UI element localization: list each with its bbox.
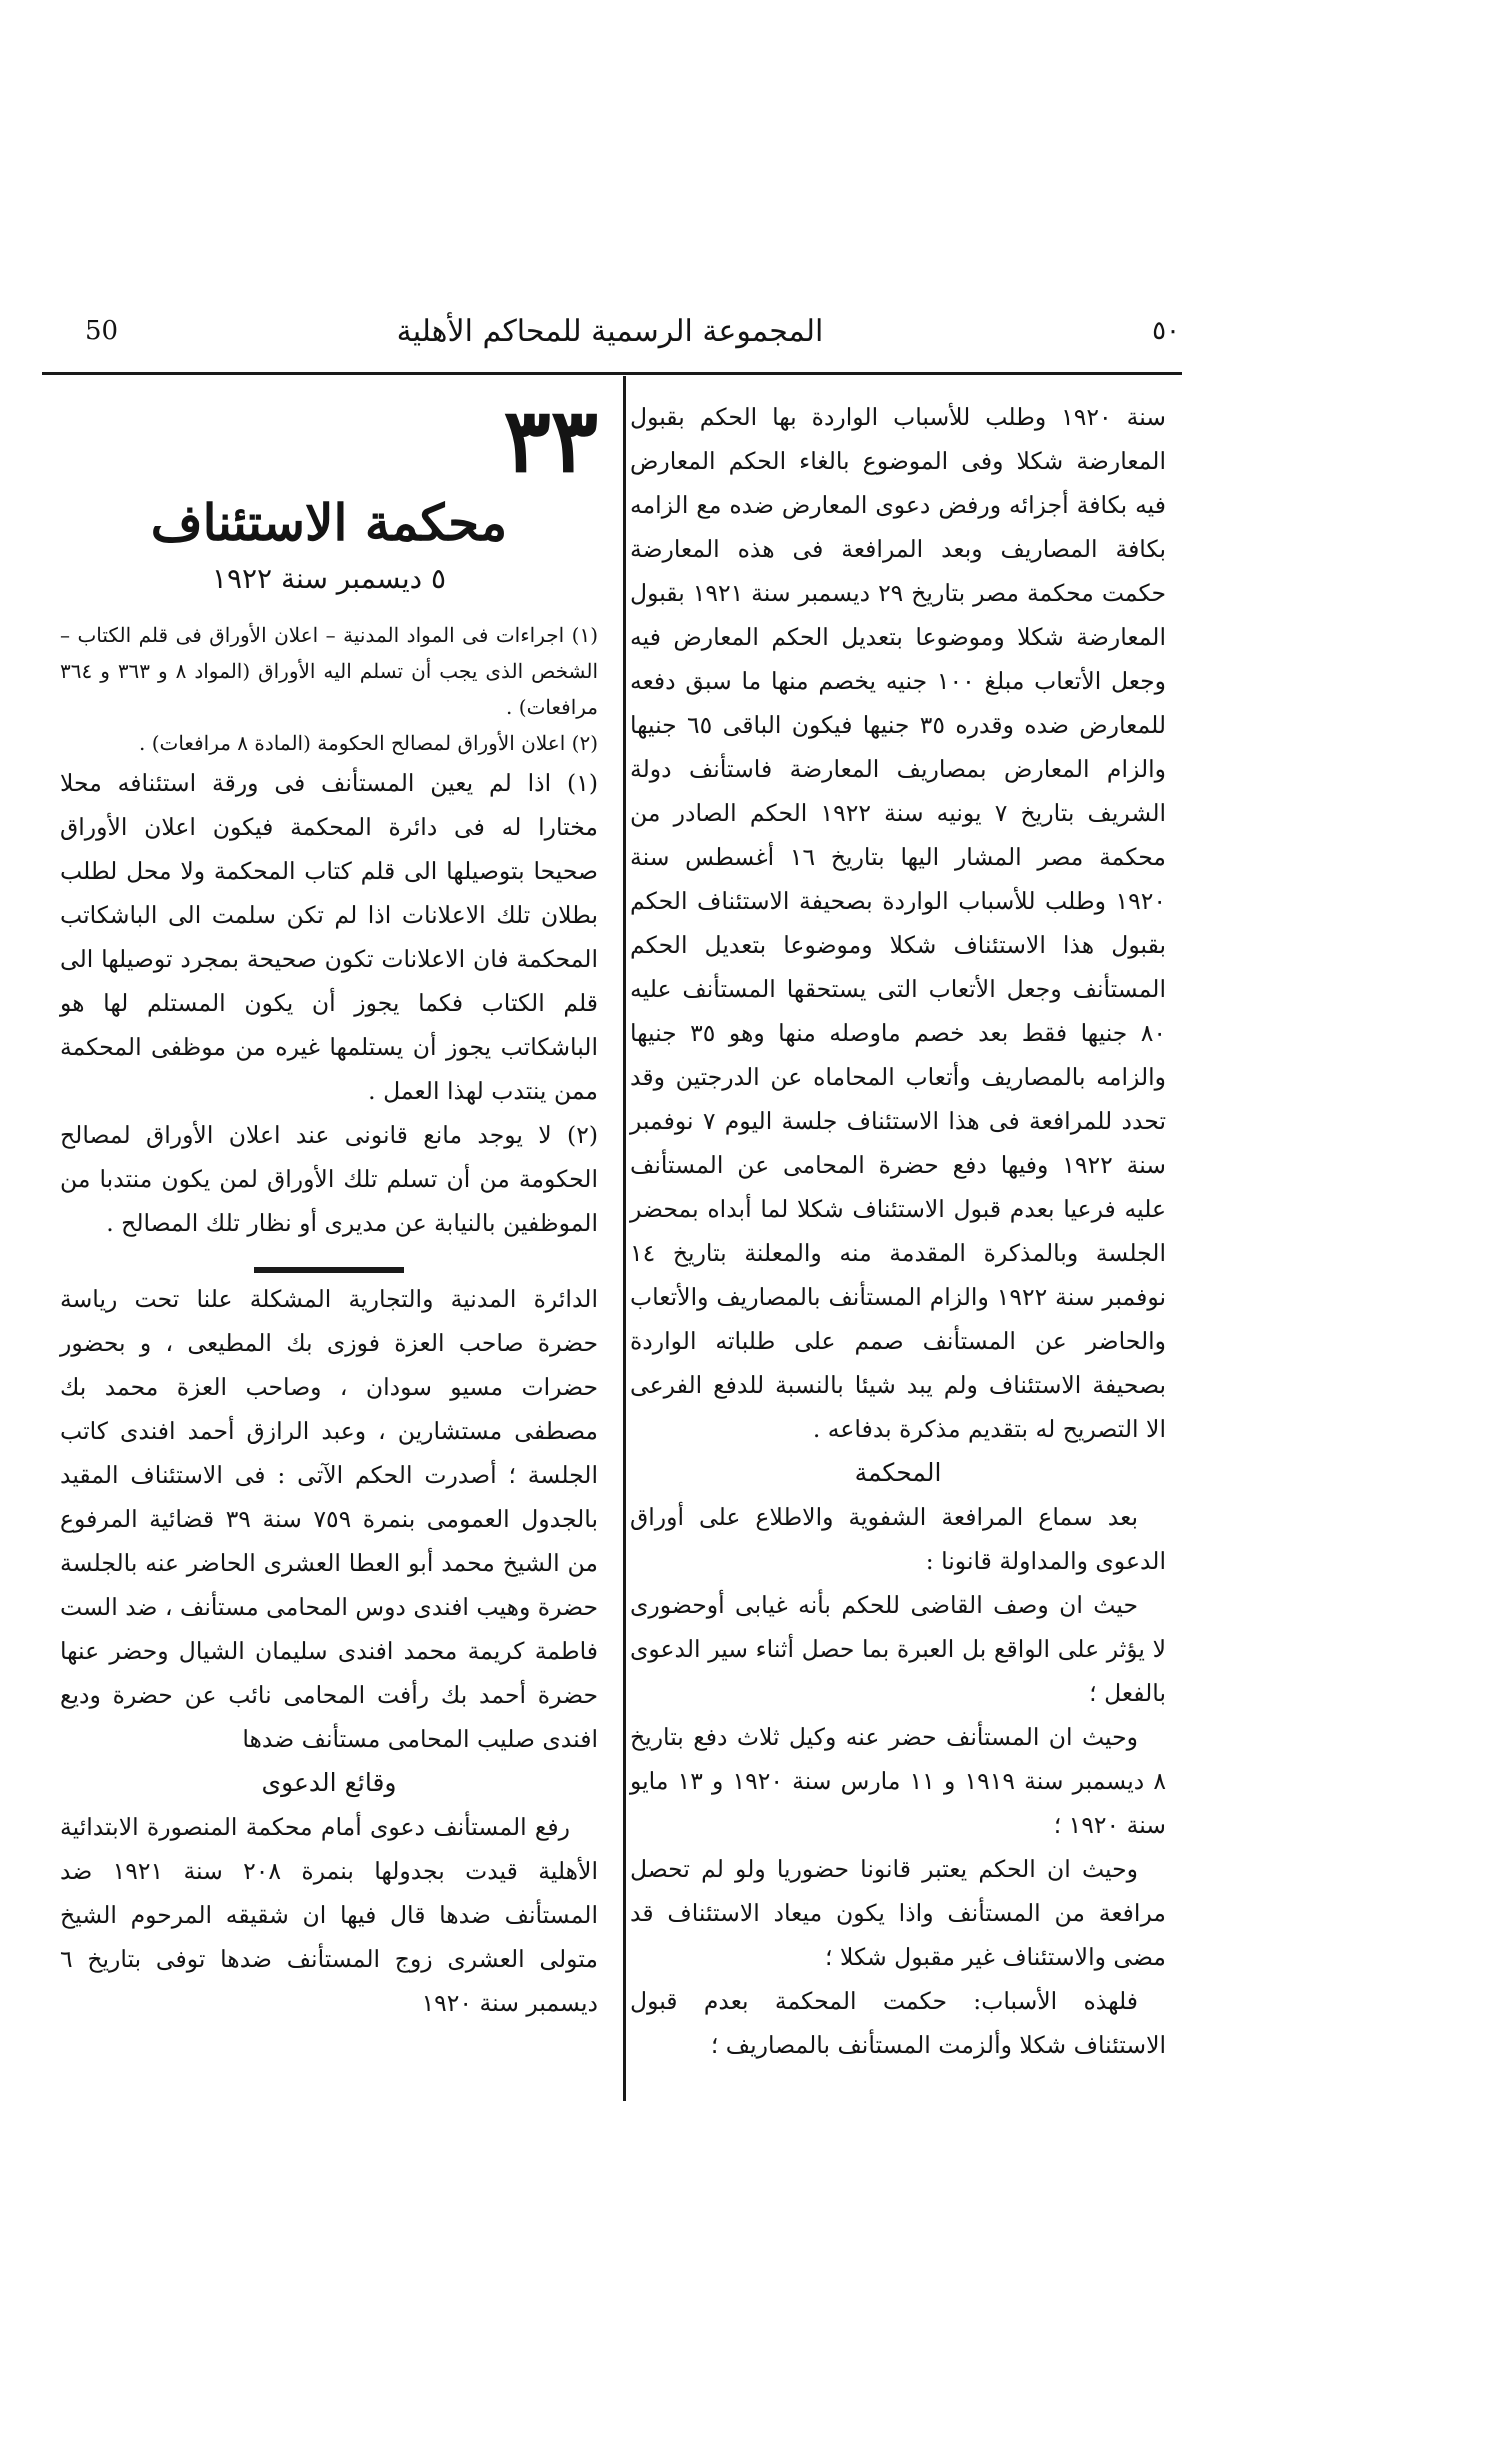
paragraph: بعد سماع المرافعة الشفوية والاطلاع على أوراق الدعوى والمداولة قانونا :	[630, 1503, 1166, 1575]
principle-paragraph: (٢) لا يوجد مانع قانونى عند اعلان الأوراق لمصالح الحكومة من أن تسلم تلك الأوراق لمن يكون منتدبا من الموظفين بالنيابة عن مديرى أو نظار تلك المصالح .	[60, 1121, 598, 1237]
headnote: (١) اجراءات فى المواد المدنية – اعلان الأوراق فى قلم الكتاب – الشخص الذى يجب أن تسلم اليه الأوراق (المواد ٨ و ٣٦٣ و ٣٦٤ مرافعات) .	[60, 623, 599, 719]
court-title: محكمة الاستئناف	[150, 493, 508, 552]
page-header	[40, 310, 1180, 360]
paragraph: فلهذه الأسباب: حكمت المحكمة بعدم قبول الاستئناف شكلا وألزمت المستأنف بالمصاريف ؛	[630, 1987, 1166, 2059]
page-number-latin: 50	[85, 316, 119, 346]
section-heading: المحكمة	[854, 1458, 942, 1487]
paragraph: سنة ١٩٢٠ وطلب للأسباب الواردة بها الحكم بقبول المعارضة شكلا وفى الموضوع بالغاء الحكم المعارض فيه بكافة أجزائه ورفض دعوى المعارض ضده مع الزامه بكافة المصاريف وبعد المرافعة فى هذه المعارضة حكمت محكمة مصر بتاريخ ٢٩ ديسمبر سنة ١٩٢١ بقبول المعارضة شكلا وموضوعا بتعديل الحكم المعارض فيه وجعل الأتعاب مبلغ ١٠٠ جنيه يخصم منها ما سبق دفعه للمعارض ضده وقدره ٣٥ جنيها فيكون الباقى ٦٥ جنيها والزام المعارض بمصاريف المعارضة فاستأنف دولة الشريف بتاريخ ٧ يونيه سنة ١٩٢٢ الحكم الصادر من محكمة مصر المشار اليها بتاريخ ١٦ أغسطس سنة ١٩٢٠ وطلب للأسباب الواردة بصحيفة الاستئناف الحكم بقبول هذا الاستئناف شكلا وموضوعا بتعديل الحكم المستأنف وجعل الأتعاب التى يستحقها المستأنف عليه ٨٠ جنيها فقط بعد خصم ماوصله منها وهو ٣٥ جنيها والزامه بالمصاريف وأتعاب المحاماه عن الدرجتين وقد تحدد للمرافعة فى هذا الاستئناف جلسة اليوم ٧ نوفمبر سنة ١٩٢٢ وفيها دفع حضرة المحامى عن المستأنف عليه فرعيا بعدم قبول الاستئناف شكلا لما أبداه بمحضر الجلسة وبالمذكرة المقدمة منه والمعلنة بتاريخ ١٤ نوفمبر سنة ١٩٢٢ والزام المستأنف بالمصاريف والأتعاب والحاضر عن المستأنف صمم على طلباته الواردة بصحيفة الاستئناف ولم يبد شيئا بالنسبة للدفع الفرعى الا التصريح له بتقديم مذكرة بدفاعه .	[630, 403, 1167, 1443]
facts-heading: وقائع الدعوى	[261, 1768, 397, 1797]
section-divider	[254, 1267, 404, 1273]
page-number-arabic: ٥٠	[1152, 316, 1180, 346]
running-title: المجموعة الرسمية للمحاكم الأهلية	[396, 314, 824, 349]
headnote: (٢) اعلان الأوراق لمصالح الحكومة (المادة ٨ مرافعات) .	[138, 731, 598, 755]
right-column	[630, 395, 1166, 2067]
column-divider	[623, 376, 626, 2101]
left-column	[60, 388, 599, 2025]
case-number: ٣٣	[503, 388, 598, 492]
header-rule	[42, 372, 1182, 375]
paragraph: حيث ان وصف القاضى للحكم بأنه غيابى أوحضورى لا يؤثر على الواقع بل العبرة بما حصل أثناء سير الدعوى بالفعل ؛	[630, 1591, 1166, 1707]
bench-paragraph: الدائرة المدنية والتجارية المشكلة علنا تحت رياسة حضرة صاحب العزة فوزى بك المطيعى ، و بحضور حضرات مسيو سودان ، وصاحب العزة محمد بك مصطفى مستشارين ، وعبد الرازق أحمد افندى كاتب الجلسة ؛ أصدرت الحكم الآتى : فى الاستئناف المقيد بالجدول العمومى بنمرة ٧٥٩ سنة ٣٩ قضائية المرفوع من الشيخ محمد أبو العطا العشرى الحاضر عنه بالجلسة حضرة وهيب افندى دوس المحامى مستأنف ، ضد الست فاطمة كريمة محمد افندى سليمان الشيال وحضر عنها حضرة أحمد بك رأفت المحامى نائب عن حضرة وديع افندى صليب المحامى مستأنف ضدها	[60, 1285, 598, 1753]
principle-paragraph: (١) اذا لم يعين المستأنف فى ورقة استئنافه محلا مختارا له فى دائرة المحكمة فيكون اعلان الأوراق صحيحا بتوصيلها الى قلم كتاب المحكمة ولا محل لطلب بطلان تلك الاعلانات اذا لم تكن سلمت الى الباشكاتب المحكمة فان الاعلانات تكون صحيحة بمجرد توصيلها الى قلم الكتاب فكما يجوز أن يكون المستلم لها هو الباشكاتب يجوز أن يستلمها غيره من موظفى المحكمة ممن ينتدب لهذا العمل .	[60, 769, 598, 1105]
case-date: ٥ ديسمبر سنة ١٩٢٢	[211, 562, 447, 595]
paragraph: وحيث ان المستأنف حضر عنه وكيل ثلاث دفع بتاريخ ٨ ديسمبر سنة ١٩١٩ و ١١ مارس سنة ١٩٢٠ و ١٣ مايو سنة ١٩٢٠ ؛	[630, 1723, 1166, 1839]
paragraph: وحيث ان الحكم يعتبر قانونا حضوريا ولو لم تحصل مرافعة من المستأنف واذا يكون ميعاد الاستئناف قد مضى والاستئناف غير مقبول شكلا ؛	[630, 1855, 1166, 1971]
facts-paragraph: رفع المستأنف دعوى أمام محكمة المنصورة الابتدائية الأهلية قيدت بجدولها بنمرة ٢٠٨ سنة ١٩٢١ ضد المستأنف ضدها قال فيها ان شقيقه المرحوم الشيخ متولى العشرى زوج المستأنف ضدها توفى بتاريخ ٦ ديسمبر سنة ١٩٢٠	[60, 1813, 598, 2017]
